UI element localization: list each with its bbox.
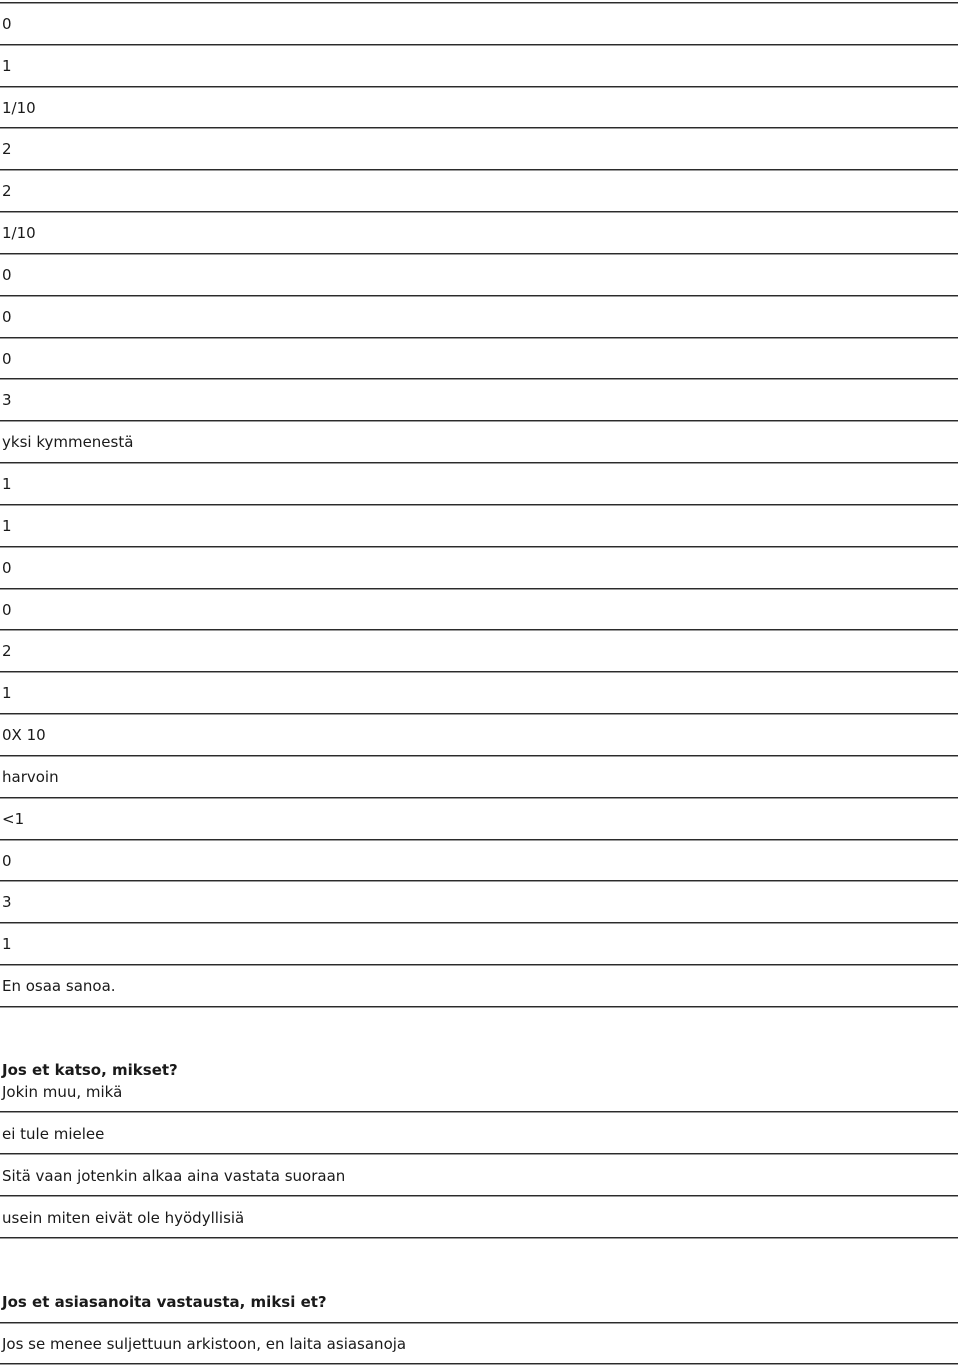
table-row: ei tule mielee xyxy=(2,1125,105,1143)
row-divider xyxy=(0,546,958,548)
row-divider xyxy=(0,1111,958,1113)
table-row: 1 xyxy=(2,517,12,535)
row-divider xyxy=(0,211,958,213)
row-divider xyxy=(0,1195,958,1197)
table-row: 0 xyxy=(2,559,12,577)
row-divider xyxy=(0,629,958,631)
row-divider xyxy=(0,2,958,4)
row-divider xyxy=(0,880,958,882)
table-row: Jokin muu, mikä xyxy=(2,1083,123,1101)
row-divider xyxy=(0,1006,958,1008)
table-row: 2 xyxy=(2,642,12,660)
table-row: harvoin xyxy=(2,768,59,786)
row-divider xyxy=(0,462,958,464)
table-row: <1 xyxy=(2,810,25,828)
table-row: 1 xyxy=(2,684,12,702)
table-row: 2 xyxy=(2,182,12,200)
row-divider xyxy=(0,169,958,171)
row-divider xyxy=(0,127,958,129)
table-row: En osaa sanoa. xyxy=(2,977,116,995)
row-divider xyxy=(0,420,958,422)
row-divider xyxy=(0,1322,958,1324)
row-divider xyxy=(0,86,958,88)
row-divider xyxy=(0,378,958,380)
row-divider xyxy=(0,755,958,757)
table-row: 0 xyxy=(2,266,12,284)
row-divider xyxy=(0,588,958,590)
row-divider xyxy=(0,964,958,966)
row-divider xyxy=(0,504,958,506)
row-divider xyxy=(0,713,958,715)
row-divider xyxy=(0,671,958,673)
table-row: 3 xyxy=(2,391,12,409)
table-row: 0 xyxy=(2,350,12,368)
table-row: Sitä vaan jotenkin alkaa aina vastata suoraan xyxy=(2,1167,346,1185)
table-row: 0 xyxy=(2,601,12,619)
table-row: 3 xyxy=(2,893,12,911)
table-row: 2 xyxy=(2,140,12,158)
row-divider xyxy=(0,839,958,841)
row-divider xyxy=(0,337,958,339)
question-heading: Jos et asiasanoita vastausta, miksi et? xyxy=(2,1293,327,1311)
row-divider xyxy=(0,922,958,924)
row-divider xyxy=(0,295,958,297)
table-row: 1 xyxy=(2,57,12,75)
table-row: 1/10 xyxy=(2,224,36,242)
row-divider xyxy=(0,1363,958,1365)
table-row: 0 xyxy=(2,852,12,870)
table-row: yksi kymmenestä xyxy=(2,433,134,451)
table-row: 0 xyxy=(2,308,12,326)
row-divider xyxy=(0,797,958,799)
table-row: 1 xyxy=(2,935,12,953)
question-heading: Jos et katso, mikset? xyxy=(2,1061,178,1079)
row-divider xyxy=(0,44,958,46)
row-divider xyxy=(0,1237,958,1239)
table-row: 1 xyxy=(2,475,12,493)
table-row: 0 xyxy=(2,15,12,33)
row-divider xyxy=(0,253,958,255)
table-row: usein miten eivät ole hyödyllisiä xyxy=(2,1209,245,1227)
row-divider xyxy=(0,1153,958,1155)
table-row: Jos se menee suljettuun arkistoon, en laita asiasanoja xyxy=(2,1335,407,1353)
table-row: 0X 10 xyxy=(2,726,46,744)
table-row: 1/10 xyxy=(2,99,36,117)
